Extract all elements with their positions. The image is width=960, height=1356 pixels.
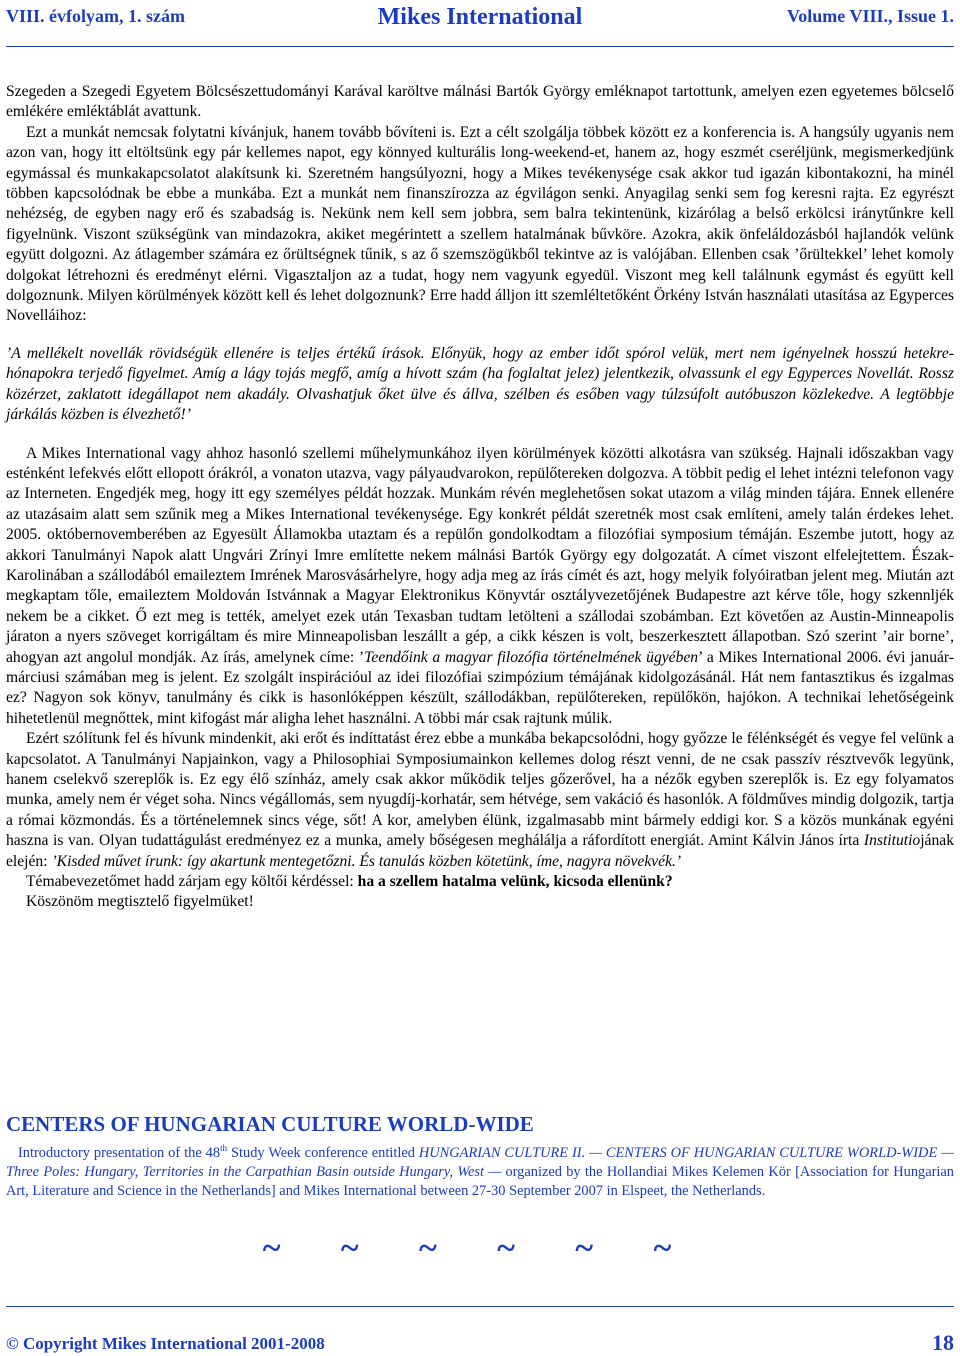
text-run: Introductory presentation of the 48 [18,1145,221,1161]
page-number: 18 [932,1330,954,1355]
text-run: Ezért szólítunk fel és hívunk mindenkit, aki erőt és indíttatást érez ebbe a munkába bekapcsolódni, hogy győzze le félénkségét és vegye fel velünk a kapcsolatot. A Tanulmányi Napjainkon, vagy a Philosophiai Symposiumainkon kellemes dolog részt venni, de ne csak passzív résztvevők legyünk, hanem cselekvő szereplők is. Ez egy élő színház, amely csak akkor működik teljes gőzerővel, ha a nézők egyben szereplők is. Ez egy folyamatos munka, amely nem ér véget soha. Nincs végállomás, sem nyugdíj-korhatár, sem hétvége, sem vakáció és hasonlók. A földműves mindig dolgozik, tartja a római közmondás. És a történelemnek sincs vége, sőt! A kor, amelyben élünk, izgalmasabb mint bármely eddigi kor. S a közös munkának egyéni haszna is van. Olyan tudattágulást eredményez ez a munka, amely bőségesen meghálálja a ráfordított energiát. Amint Kálvin János írta [6,730,954,850]
calvin-quote: ’Kisded művet írunk: így akartunk mentegetőzni. És tanulás közben kötetünk, íme, nagyra növekvék.’ [51,852,682,870]
paragraph: Köszönöm megtisztelő figyelmüket! [26,893,254,911]
text-run: organized by the Hollandiai Mikes Kelemen Kör [Association for Hungarian Art, Literature and Science in the Netherlands] and Mikes International between 27-30 September 2007 in Elspeet, the Netherlands. [6,1164,954,1200]
header-divider [6,46,954,47]
section-title: CENTERS OF HUNGARIAN CULTURE WORLD-WIDE [6,1112,534,1136]
paragraph [6,444,954,730]
book-title: Institutio [863,832,921,850]
ordinal-suffix: th [220,1143,228,1154]
article-body [6,82,954,913]
text-run: A Mikes International vagy ahhoz hasonló szellemi műhelymunkához ilyen körülmények közötti alkotásra van szükség. Hajnali időszakban vagy esténként lefekvés előtt ellopott órákról, a vonaton utazva, vagy pályaudvarokon, repülőtereken dolgozva. A többit pedig el lehet intézni telefonon vagy az Interneten. Engedjék meg, hogy itt egy személyes példát hozzak. Munkám révén meglehetősen sokat utazom a világ minden tájára. Ennek ellenére az utazásaim alatt sem szűnik meg a Mikes International tevékenysége. Egy konkrét példát szeretnék most csak említeni, amely talán érdekes lehet. 2005. októbernovemberében az Egyesült Államokba utaztam és a repülőn gondolkodtam a filozófiai symposium témáján. Eszembe jutott, hogy az akkori Tanulmányi Napok alatt Ungvári Zrínyi Imre említette nekem málnási Bartók György egy dolgozatát. A címet viszont elfelejtettem. Észak-Karolinában a szállodából emaileztem Imrének Marosvásárhelyre, hogy adja meg az írás címét és azt, hogy melyik folyóiratban jelent meg. Miután azt megkaptam tőle, emaileztem Moldován Istvánnak a Magyar Elektronikus Könyvtár osztályvezetőjének Budapestre azt kérve tőle, hogy szkennljék nekem be a cikket. Ő ezt meg is tették, amelyet ezek után Texasban tudtam letölteni a szállodai szobámban. Ezt követően az Austin-Minneapolis járaton a nyers szöveget korrigáltam és mire Minneapolisban leszállt a gép, a cikk készen is volt, beszerkesztett állapotban. Szó szerint ’air borne’, ahogyan azt angolul mondják. Az írás, amelynek címe: ’ [6,444,954,666]
text-run: Study Week conference entitled [227,1145,419,1161]
paragraph [6,872,954,892]
section-intro [6,1144,954,1202]
page-header [6,2,954,42]
text-run: ’ a Mikes International 2006. évi január-márciusi számában meg is jelent. Ez szolgált inspirációul az idei filozófiai szimpózium témájának kidolgozásánál. Hát nem fantasztikus és izgalmas ez? Nagyon sok könyv, tanulmány és cikk is hasonlóképpen készült, szállodákban, repülőtereken, repülőkön, hajókon. A technikai lehetőségeink hihetetlenül megnőttek, mint kifogást már aligha lehet használni. A többi már csak rajtunk múlik. [6,648,954,727]
header-volume-hu: VIII. évfolyam, 1. szám [6,6,185,26]
paragraph: Szegeden a Szegedi Egyetem Bölcsészettudományi Karával karöltve málnási Bartók György emléknapot tartottunk, amelyen ezen egyetemes bölcselő emlékére emléktáblát avattunk. [6,83,954,121]
header-volume-en: Volume VIII., Issue 1. [786,6,954,26]
text-run: jának elején: [6,832,954,870]
tilde-separator: ~ ~ ~ ~ ~ ~ [262,1230,698,1267]
paragraph [6,729,954,872]
article-title: Teendőink a magyar filozófia történelmének ügyében [364,648,699,666]
orkeny-quote: ’A mellékelt novellák rövidségük ellenére is teljes értékű írások. Előnyük, hogy az ember időt spórol velük, mert nem igényelnek hosszú hetekre-hónapokra terjedő figyelmet. Amíg a lágy tojás megfő, amíg a hívott szám (ha foglaltat jelez) jelentkezik, olvassunk el egy Egyperces Novellát. Rossz közérzet, zaklatott idegállapot nem akadály. Olvashatjuk őket ülve és állva, szélben és esőben vagy túlzsúfolt autóbuszon közlekedve. A legtöbbje járkálás közben is élvezhető!’ [6,344,954,424]
text-run: Témabevezetőmet hadd zárjam egy költői kérdéssel: [26,873,358,891]
header-journal-title: Mikes International [377,4,583,30]
conference-title: HUNGARIAN CULTURE II. — CENTERS OF HUNGARIAN CULTURE WORLD-WIDE — Three Poles: Hungary, Territories in the Carpathian Basin outside Hungary, West — [6,1145,954,1181]
paragraph: Ezt a munkát nemcsak folytatni kívánjuk, hanem tovább bővíteni is. Ezt a célt szolgálja többek között ez a konferencia is. A hangsúly ugyanis nem azon van, hogy itt eltöltsünk egy pár kellemes napot, egy könnyed kulturális long-weekend-et, hanem az, hogy eszmét cseréljünk, megismerkedjünk egymással és munkakapcsolatot alakítsunk ki. Szeretném hangsúlyozni, hogy a Mikes tevékenysége csak akkor tud igazán kibontakozni, ha minél többen kapcsolódnak be ebbe a munkába. Ezt a munkát nem finanszírozza az égvilágon senki. Anyagilag senki sem fog keresni rajta. Ez egyrészt nehézség, de egyben nagy erő és szabadság is. Nekünk nem kell sem jobbra, sem balra tekintenünk, kizárólag a belső erkölcsi iránytűnkre kell figyelnünk. Viszont szükségünk van mindazokra, akiket megérintett a szellem hatalmának bűvköre. Azokra, akik önfeláldozásból hajlandók velünk együtt dolgozni. Az átlagember számára ez őrültségnek tűnik, s az ő szemszögükből tekintve az is valójában. Ellenben csak ’őrültekkel’ lehet komoly dolgokat létrehozni és eredményt elérni. Vigasztaljon az a tudat, hogy nem vagyunk egyedül. Viszont meg kell találnunk egymást és együtt kell dolgoznunk. Milyen körülmények között kell és lehet dolgoznunk? Erre hadd álljon itt szemléltetőként Örkény István használati utasítása az Egyperces Novelláihoz: [6,123,954,325]
closing-question: ha a szellem hatalma velünk, kicsoda ellenünk? [357,873,673,891]
copyright-notice: © Copyright Mikes International 2001-2008 [6,1334,325,1353]
footer-divider [6,1306,954,1307]
